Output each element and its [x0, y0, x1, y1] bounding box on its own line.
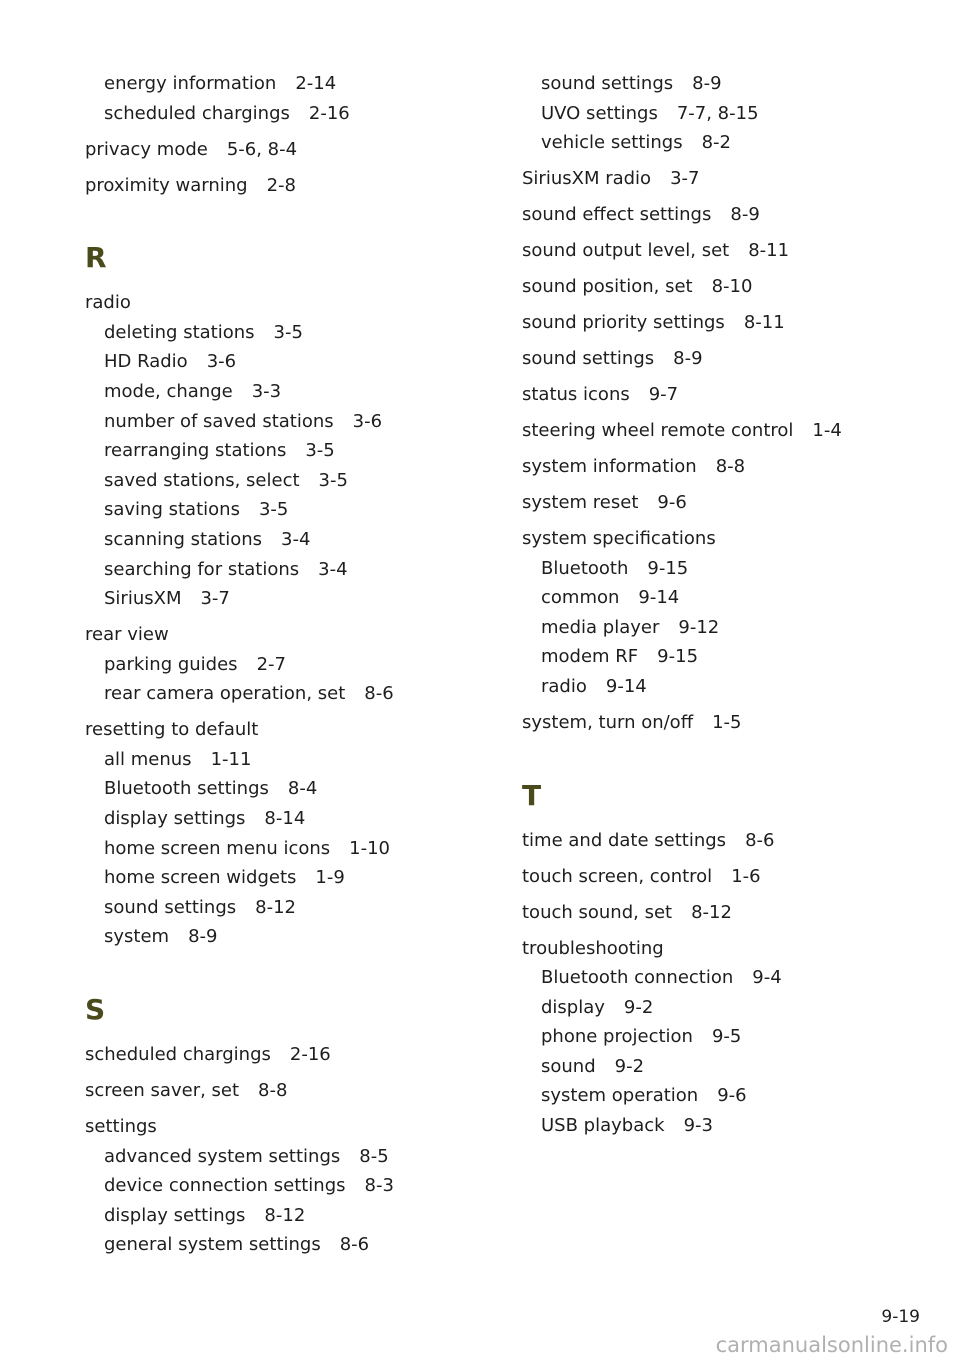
index-subterm: general system settings	[104, 1234, 321, 1256]
index-page-ref[interactable]: 8-12	[691, 901, 732, 923]
index-subterm: HD Radio	[104, 351, 188, 373]
index-main-line	[522, 272, 922, 302]
index-entry	[85, 715, 485, 952]
index-subentry	[522, 1081, 922, 1111]
index-main-line	[85, 620, 485, 650]
index-main-line	[522, 708, 922, 738]
index-term: resetting to default	[85, 719, 259, 741]
index-page-ref[interactable]: 9-3	[683, 1115, 713, 1137]
index-page-ref[interactable]: 1-9	[315, 867, 345, 889]
index-page-ref[interactable]: 9-7	[648, 384, 679, 406]
index-main-line	[522, 488, 922, 518]
index-entry	[522, 452, 922, 482]
index-page-ref[interactable]: 8-6	[364, 683, 394, 705]
index-term: scheduled chargings	[85, 1044, 271, 1065]
index-subentry	[522, 642, 922, 672]
index-page-ref[interactable]: 8-12	[264, 1204, 306, 1226]
index-term: sound settings	[522, 348, 655, 370]
index-page-ref[interactable]: 1-4	[812, 420, 842, 442]
index-column-left	[85, 69, 485, 1266]
index-subentry	[85, 69, 485, 99]
index-subterm: parking guides	[104, 653, 238, 675]
index-entry	[522, 344, 922, 374]
index-subterm: scheduled chargings	[104, 102, 290, 124]
index-subterm: vehicle settings	[541, 132, 683, 154]
index-subentry	[522, 1111, 922, 1141]
index-main-line	[85, 1040, 485, 1070]
index-subentry	[85, 1230, 485, 1260]
index-page-ref[interactable]: 9-15	[657, 646, 699, 668]
index-subterm: home screen widgets	[104, 867, 297, 889]
index-entry	[522, 272, 922, 302]
index-page-ref[interactable]: 8-2	[701, 132, 732, 154]
index-subentry	[85, 804, 485, 834]
index-page-ref[interactable]: 8-3	[364, 1175, 394, 1197]
index-subterm: scanning stations	[104, 528, 263, 550]
index-main-line	[85, 135, 485, 165]
index-entry	[522, 708, 922, 738]
index-entry	[85, 1112, 485, 1260]
index-subentry	[85, 407, 485, 437]
index-term: SiriusXM radio	[522, 168, 652, 190]
index-main-line	[522, 236, 922, 266]
index-entry	[522, 380, 922, 410]
index-main-line	[522, 344, 922, 374]
index-page-ref[interactable]: 9-2	[614, 1055, 645, 1077]
index-subentry	[85, 679, 485, 709]
index-subentry	[85, 99, 485, 129]
index-subterm: display settings	[104, 808, 246, 830]
index-page-ref[interactable]: 3-6	[352, 410, 383, 432]
index-page-ref[interactable]: 9-5	[711, 1026, 742, 1048]
index-subentry	[522, 99, 922, 129]
index-page-ref[interactable]: 2-14	[295, 73, 337, 94]
index-main-line	[85, 1076, 485, 1106]
index-page-ref[interactable]: 3-3	[251, 380, 282, 402]
index-subentry	[85, 774, 485, 804]
index-subentry	[85, 834, 485, 864]
index-main-line	[522, 898, 922, 928]
index-term: touch screen, control	[522, 865, 713, 887]
index-main-line	[522, 452, 922, 482]
index-term: radio	[85, 292, 131, 314]
index-subterm: common	[541, 587, 620, 609]
index-entry	[522, 308, 922, 338]
index-page-ref[interactable]: 5-6, 8-4	[226, 138, 298, 160]
index-subterm: system	[104, 926, 170, 948]
index-page-ref[interactable]: 1-10	[349, 837, 391, 859]
index-term: troubleshooting	[522, 937, 664, 959]
index-subterm: advanced system settings	[104, 1145, 341, 1167]
index-term: system specifications	[522, 528, 716, 550]
index-subentry	[85, 893, 485, 923]
index-letter-heading: S	[85, 993, 106, 1026]
index-subterm: home screen menu icons	[104, 837, 331, 859]
index-subentry	[85, 863, 485, 893]
page-number: 9-19	[881, 1307, 920, 1327]
index-page-ref[interactable]: 3-5	[305, 440, 335, 462]
index-page-ref[interactable]: 8-9	[730, 204, 760, 226]
index-letter-heading: R	[85, 241, 107, 275]
index-page-ref[interactable]: 8-14	[264, 808, 306, 830]
watermark: carmanualsonline.info	[715, 1333, 948, 1357]
index-subterm: sound settings	[104, 896, 237, 918]
index-term: proximity warning	[85, 174, 248, 196]
index-subterm: system operation	[541, 1085, 699, 1107]
index-letter-heading: T	[522, 778, 542, 812]
index-page-ref[interactable]: 8-6	[339, 1234, 370, 1256]
index-term: system reset	[522, 492, 639, 514]
index-subterm: modem RF	[541, 646, 639, 668]
index-term: privacy mode	[85, 138, 208, 160]
index-page-ref[interactable]: 3-5	[258, 499, 289, 521]
index-term: settings	[85, 1115, 157, 1137]
index-subentry	[522, 963, 922, 993]
index-subterm: phone projection	[541, 1026, 693, 1048]
index-subterm: sound	[541, 1055, 596, 1077]
index-subentry	[522, 993, 922, 1023]
index-subentry	[85, 466, 485, 496]
index-entry	[522, 524, 922, 702]
index-term: rear view	[85, 624, 169, 646]
index-term: touch sound, set	[522, 901, 673, 923]
index-term: screen saver, set	[85, 1079, 240, 1101]
index-subterm: display	[541, 996, 605, 1018]
index-page-ref[interactable]: 1-6	[731, 865, 761, 887]
index-subentry	[85, 377, 485, 407]
index-page-ref[interactable]: 2-16	[289, 1044, 331, 1065]
index-page-ref[interactable]: 2-8	[266, 174, 296, 196]
index-entry	[522, 236, 922, 266]
index-main-line	[522, 934, 922, 964]
index-main-line	[522, 416, 922, 446]
index-subterm: mode, change	[104, 380, 233, 402]
index-page-ref[interactable]: 2-7	[256, 653, 286, 675]
index-term: sound position, set	[522, 276, 693, 298]
index-subentry	[85, 1171, 485, 1201]
index-page-ref[interactable]: 8-8	[258, 1079, 288, 1101]
index-main-line	[522, 862, 922, 892]
index-subterm: Bluetooth	[541, 557, 629, 579]
index-subentry	[522, 1022, 922, 1052]
index-term: system information	[522, 456, 697, 478]
index-entry	[85, 1076, 485, 1106]
index-subterm: Bluetooth settings	[104, 778, 269, 800]
index-subentry	[85, 347, 485, 377]
index-subterm: SiriusXM	[104, 588, 182, 610]
index-term: sound priority settings	[522, 312, 725, 334]
index-main-line	[85, 171, 485, 201]
index-entry	[522, 826, 922, 856]
index-page-ref[interactable]: 9-2	[623, 996, 654, 1018]
index-entry	[522, 898, 922, 928]
index-page-ref[interactable]: 8-11	[743, 312, 785, 334]
index-subentry	[85, 495, 485, 525]
index-subentry	[522, 128, 922, 158]
index-entry	[85, 135, 485, 165]
index-entry	[85, 288, 485, 614]
index-subentry	[522, 613, 922, 643]
index-entry	[522, 164, 922, 194]
index-subterm: all menus	[104, 748, 192, 770]
index-page-ref[interactable]: 2-16	[308, 102, 350, 124]
index-subentry	[522, 1052, 922, 1082]
index-page-ref[interactable]: 9-6	[657, 492, 687, 514]
index-entry	[522, 488, 922, 518]
index-subterm: saving stations	[104, 499, 240, 521]
index-page-ref[interactable]: 1-5	[712, 711, 742, 733]
index-subentry	[522, 69, 922, 99]
index-page-ref[interactable]: 3-7	[200, 588, 230, 610]
index-column-right	[522, 69, 922, 1147]
index-subentry	[85, 745, 485, 775]
index-term: system, turn on/off	[522, 711, 694, 733]
index-main-line	[522, 524, 922, 554]
index-subentry	[85, 922, 485, 952]
index-term: sound effect settings	[522, 204, 712, 226]
index-page-ref[interactable]: 8-9	[188, 926, 218, 948]
index-main-line	[522, 164, 922, 194]
index-subterm: number of saved stations	[104, 410, 334, 432]
index-subentry	[85, 1142, 485, 1172]
index-term: status icons	[522, 384, 630, 406]
index-page-ref[interactable]: 9-6	[717, 1085, 747, 1107]
index-subterm: sound settings	[541, 73, 674, 94]
index-subentry	[85, 318, 485, 348]
index-subterm: radio	[541, 675, 587, 697]
index-page-ref[interactable]: 8-5	[359, 1145, 389, 1167]
index-page-ref[interactable]: 1-11	[210, 748, 252, 770]
index-page-ref[interactable]: 8-9	[673, 348, 703, 370]
index-subterm: saved stations, select	[104, 469, 300, 491]
index-page-ref[interactable]: 7-7, 8-15	[676, 102, 759, 124]
index-term: steering wheel remote control	[522, 420, 794, 442]
index-page-ref[interactable]: 8-6	[745, 829, 775, 851]
index-entry	[85, 69, 485, 128]
index-page-ref[interactable]: 9-12	[678, 616, 720, 638]
index-entry	[522, 934, 922, 1141]
index-subentry	[522, 672, 922, 702]
index-subentry	[85, 525, 485, 555]
index-main-line	[85, 715, 485, 745]
index-subterm: energy information	[104, 73, 277, 94]
index-subterm: UVO settings	[541, 102, 658, 124]
index-term: sound output level, set	[522, 240, 730, 262]
index-entry	[522, 200, 922, 230]
index-page-ref[interactable]: 3-7	[670, 168, 700, 190]
index-subentry	[85, 436, 485, 466]
index-subentry	[85, 1201, 485, 1231]
index-main-line	[522, 308, 922, 338]
index-subterm: rearranging stations	[104, 440, 287, 462]
index-entry	[85, 620, 485, 709]
index-main-line	[522, 380, 922, 410]
index-page-ref[interactable]: 8-4	[287, 778, 318, 800]
index-main-line	[522, 826, 922, 856]
index-page-ref[interactable]: 8-10	[711, 276, 753, 298]
index-page-ref[interactable]: 8-9	[692, 73, 722, 94]
index-subterm: deleting stations	[104, 321, 255, 343]
index-entry	[85, 1040, 485, 1070]
index-page-ref[interactable]: 8-8	[715, 456, 746, 478]
index-subterm: device connection settings	[104, 1175, 346, 1197]
index-subentry	[85, 650, 485, 680]
index-page-ref[interactable]: 9-14	[638, 587, 680, 609]
index-entry	[85, 171, 485, 201]
index-subterm: display settings	[104, 1204, 246, 1226]
index-page-ref[interactable]: 8-12	[255, 896, 296, 918]
index-entry	[522, 69, 922, 158]
index-main-line	[85, 1112, 485, 1142]
index-subentry	[85, 555, 485, 585]
index-subterm: searching for stations	[104, 558, 300, 580]
index-subterm: rear camera operation, set	[104, 683, 346, 705]
index-entry	[522, 862, 922, 892]
index-subterm: Bluetooth connection	[541, 967, 734, 989]
index-main-line	[522, 200, 922, 230]
index-page-ref[interactable]: 9-15	[647, 557, 689, 579]
index-term: time and date settings	[522, 829, 727, 851]
index-subterm: USB playback	[541, 1115, 665, 1137]
index-entry	[522, 416, 922, 446]
index-subentry	[522, 554, 922, 584]
index-page-ref[interactable]: 9-4	[752, 967, 782, 989]
index-subentry	[522, 583, 922, 613]
index-main-line	[85, 288, 485, 318]
index-page-ref[interactable]: 9-14	[605, 675, 647, 697]
index-page-ref[interactable]: 3-6	[206, 351, 237, 373]
index-page-ref[interactable]: 3-5	[273, 321, 303, 343]
index-subentry	[85, 584, 485, 614]
index-page-ref[interactable]: 3-5	[318, 469, 348, 491]
index-page-ref[interactable]: 8-11	[748, 240, 790, 262]
index-page-ref[interactable]: 3-4	[281, 528, 311, 550]
index-subterm: media player	[541, 616, 660, 638]
index-page-ref[interactable]: 3-4	[318, 558, 348, 580]
